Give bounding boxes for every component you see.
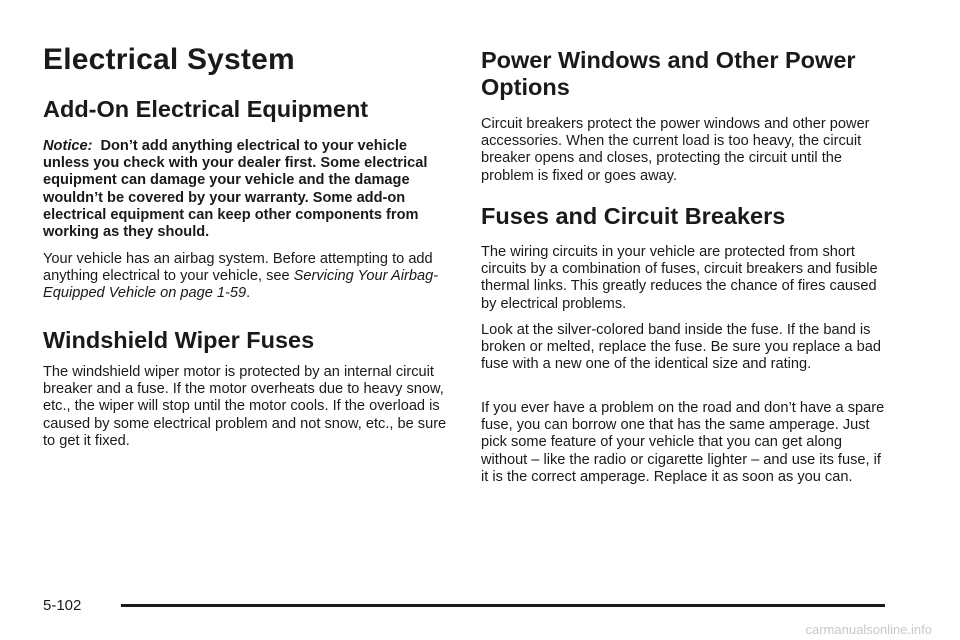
watermark: carmanualsonline.info xyxy=(805,622,932,637)
notice-label: Notice: xyxy=(43,138,93,154)
fuses-paragraph-2: Look at the silver-colored band inside the fuse. If the band is broken or melted, replace the fuse. Be sure you replace a bad fuse with a new one of the identical size and rating. xyxy=(481,322,881,373)
notice-text: Don’t add anything electrical to your vehicle unless you check with your dealer first. Some electrical equipment can damage your vehicle and the damage wouldn’t be covered by your warranty. Some add-on electrical equipment can keep other components from working as they should. xyxy=(43,138,428,241)
wiper-body: The windshield wiper motor is protected by an internal circuit breaker and a fuse. If the motor overheats due to heavy snow, etc., the wiper will stop until the motor cools. If the overload is caused by some electrical problem and not snow, etc., be sure to get it fixed. xyxy=(43,364,447,449)
power-heading-line2: Options xyxy=(481,74,570,100)
addon-heading: Add-On Electrical Equipment xyxy=(43,96,369,122)
page-title: Electrical System xyxy=(43,43,295,76)
airbag-reference: Servicing Your Airbag-Equipped Vehicle on page 1-59 xyxy=(43,268,439,302)
addon-body-text: Your vehicle has an airbag system. Before attempting to add anything electrical to your vehicle, see xyxy=(43,251,433,285)
power-body: Circuit breakers protect the power windows and other power accessories. When the current load is too heavy, the circuit breaker opens and closes, protecting the circuit until the problem is fixed or goes away. xyxy=(481,116,870,184)
fuses-heading: Fuses and Circuit Breakers xyxy=(481,203,786,229)
wiper-heading: Windshield Wiper Fuses xyxy=(43,327,315,353)
addon-body xyxy=(43,251,455,303)
notice-paragraph xyxy=(43,138,455,241)
power-heading-line1: Power Windows and Other Power xyxy=(481,47,856,73)
footer-rule xyxy=(121,604,885,607)
addon-body-end: . xyxy=(246,285,251,302)
fuses-paragraph-1: The wiring circuits in your vehicle are protected from short circuits by a combination of fuses, circuit breakers and fusible thermal links. This greatly reduces the chance of fires caused by electrical problems. xyxy=(481,244,878,312)
page-number: 5-102 xyxy=(43,597,82,614)
fuses-paragraph-3: If you ever have a problem on the road and don’t have a spare fuse, you can borrow one that has the same amperage. Just pick some feature of your vehicle that you can get along without – like the radio or cigarette lighter – and use its fuse, if it is the correct amperage. Replace it as soon as you can. xyxy=(481,400,885,485)
